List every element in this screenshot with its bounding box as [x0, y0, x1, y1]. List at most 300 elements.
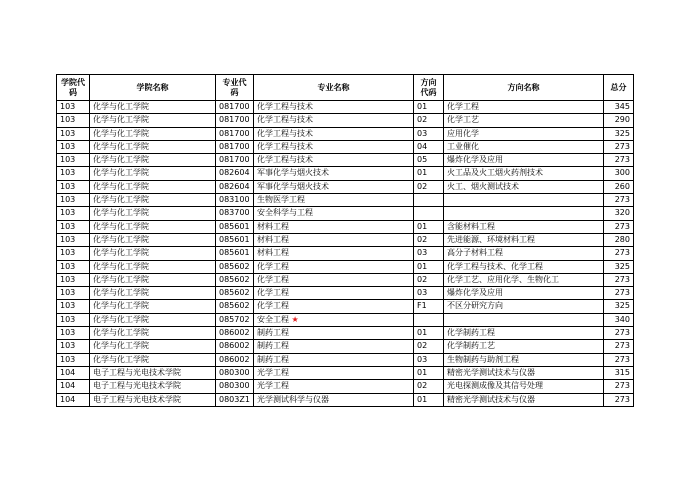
- cell-direction-code: [414, 180, 444, 193]
- cell-total-score: [604, 220, 634, 233]
- table-row: [57, 140, 634, 153]
- cell-college-code: [57, 340, 90, 353]
- cell-college-code: [57, 140, 90, 153]
- cell-major-code: [216, 167, 254, 180]
- cell-college-name: [90, 220, 216, 233]
- cell-major-code-text: 081700: [219, 102, 250, 111]
- cell-direction-code: [414, 340, 444, 353]
- cell-direction-code: [414, 154, 444, 167]
- cell-major-code: [216, 154, 254, 167]
- cell-college-name-text: 化学与化工学院: [93, 141, 149, 151]
- cell-college-code: [57, 233, 90, 246]
- cell-total-score: [604, 207, 634, 220]
- cell-college-name: [90, 127, 216, 140]
- cell-college-name-text: 化学与化工学院: [93, 195, 149, 205]
- cell-major-name: [254, 220, 414, 233]
- cell-college-code: [57, 114, 90, 127]
- cell-major-name: [254, 140, 414, 153]
- cell-major-code-text: 081700: [219, 141, 250, 151]
- cell-major-name-text: 安全工程: [257, 314, 289, 324]
- cell-direction-code: [414, 353, 444, 366]
- table-row: [57, 154, 634, 167]
- cell-direction-name: [444, 180, 604, 193]
- cell-major-code-text: 086002: [219, 328, 250, 338]
- cell-college-code-text: 103: [60, 261, 76, 271]
- cell-major-code: [216, 287, 254, 300]
- cell-major-code: [216, 194, 254, 207]
- cell-major-code-text: 085702: [219, 314, 250, 324]
- cell-college-code-text: 103: [60, 168, 76, 178]
- header-direction-code: 方向代码: [414, 75, 444, 101]
- cell-total-score: [604, 273, 634, 286]
- cell-college-name-text: 化学与化工学院: [93, 128, 149, 138]
- cell-college-code-text: 103: [60, 155, 76, 165]
- cell-college-code-text: 103: [60, 221, 76, 231]
- cell-major-code: [216, 380, 254, 393]
- cell-direction-name: [444, 127, 604, 140]
- cell-direction-name-text: 高分子材料工程: [447, 248, 503, 258]
- cell-direction-code: [414, 127, 444, 140]
- cell-major-name-text: 制药工程: [257, 328, 289, 338]
- cell-direction-name: [444, 287, 604, 300]
- cell-college-name-text: 化学与化工学院: [93, 248, 149, 258]
- cell-major-code: [216, 393, 254, 406]
- cell-college-name: [90, 101, 216, 114]
- cell-college-code: [57, 366, 90, 379]
- table-row: [57, 273, 634, 286]
- cell-major-code: [216, 247, 254, 260]
- cell-total-score: [604, 127, 634, 140]
- cell-direction-code: [414, 220, 444, 233]
- cell-direction-name-text: 精密光学测试技术与仪器: [447, 367, 535, 377]
- cell-direction-code-text: 03: [417, 248, 428, 258]
- cell-major-code: [216, 233, 254, 246]
- table-row: [57, 327, 634, 340]
- cell-major-code: [216, 300, 254, 313]
- cell-direction-code-text: 01: [417, 367, 428, 377]
- cell-college-name: [90, 207, 216, 220]
- cell-major-name: [254, 287, 414, 300]
- cell-college-name-text: 化学与化工学院: [93, 314, 149, 324]
- header-major-code: 专业代码: [216, 75, 254, 101]
- cell-major-name-text: 光学工程: [257, 381, 289, 391]
- cell-college-code-text: 103: [60, 234, 76, 244]
- cell-total-score: [604, 180, 634, 193]
- cell-total-score-text: 273: [614, 381, 630, 391]
- cell-major-name-text: 光学工程: [257, 367, 289, 377]
- cell-major-name: [254, 380, 414, 393]
- cell-college-name-text: 化学与化工学院: [93, 155, 149, 165]
- cell-direction-code-text: 02: [417, 115, 428, 125]
- cell-direction-code: [414, 287, 444, 300]
- cell-major-name-text: 材料工程: [257, 234, 289, 244]
- cell-direction-code: [414, 273, 444, 286]
- cell-college-name: [90, 287, 216, 300]
- cell-direction-code: [414, 260, 444, 273]
- cell-major-name: [254, 114, 414, 127]
- cell-total-score-text: 325: [614, 128, 630, 138]
- cell-total-score: [604, 313, 634, 326]
- table-row: [57, 313, 634, 326]
- cell-direction-name: [444, 340, 604, 353]
- table-row: [57, 353, 634, 366]
- cell-direction-name: [444, 393, 604, 406]
- cell-total-score-text: 273: [614, 274, 630, 284]
- cell-college-name: [90, 313, 216, 326]
- cell-college-code-text: 103: [60, 128, 76, 138]
- cell-total-score-text: 325: [614, 261, 630, 271]
- cell-college-code-text: 104: [60, 381, 76, 391]
- cell-total-score-text: 273: [614, 141, 630, 151]
- cell-direction-name: [444, 313, 604, 326]
- cell-major-name-text: 化学工程: [257, 274, 289, 284]
- cell-major-code-text: 086002: [219, 354, 250, 364]
- cell-direction-name: [444, 154, 604, 167]
- cell-college-code-text: 103: [60, 341, 76, 351]
- cell-direction-code-text: 02: [417, 381, 428, 391]
- cell-college-code: [57, 260, 90, 273]
- table-row: [57, 366, 634, 379]
- cell-major-name-text: 化学工程: [257, 301, 289, 311]
- cell-major-code-text: 086002: [219, 341, 250, 351]
- cell-total-score-text: 260: [614, 181, 630, 191]
- cell-direction-name: [444, 140, 604, 153]
- cell-college-code-text: 103: [60, 208, 76, 218]
- cell-direction-code-text: 01: [417, 328, 428, 338]
- cell-direction-name-text: 化学制药工程: [447, 328, 495, 338]
- cell-major-code: [216, 140, 254, 153]
- cell-direction-name-text: 工业催化: [447, 141, 479, 151]
- cell-direction-code: [414, 167, 444, 180]
- cell-college-name: [90, 366, 216, 379]
- cell-major-code-text: 085602: [219, 274, 250, 284]
- cell-total-score: [604, 101, 634, 114]
- cell-total-score: [604, 167, 634, 180]
- cell-major-name-text: 化学工程与技术: [257, 102, 313, 111]
- cell-direction-code: [414, 247, 444, 260]
- cell-major-code: [216, 260, 254, 273]
- cell-college-name-text: 化学与化工学院: [93, 301, 149, 311]
- cell-major-code-text: 081700: [219, 128, 250, 138]
- cell-major-name: [254, 260, 414, 273]
- cell-major-name: [254, 207, 414, 220]
- table-row: [57, 393, 634, 406]
- star-icon: ★: [291, 314, 299, 324]
- table-header-row: [57, 75, 634, 101]
- cell-direction-code-text: 01: [417, 168, 428, 178]
- cell-major-code: [216, 353, 254, 366]
- cell-major-name: [254, 366, 414, 379]
- cell-direction-code-text: 03: [417, 128, 428, 138]
- cell-major-code: [216, 273, 254, 286]
- cell-college-name-text: 化学与化工学院: [93, 288, 149, 298]
- cell-total-score-text: 325: [614, 301, 630, 311]
- cell-college-code-text: 103: [60, 314, 76, 324]
- cell-major-name-text: 生物医学工程: [257, 195, 305, 205]
- table-row: [57, 194, 634, 207]
- cell-direction-code-text: 03: [417, 354, 428, 364]
- cell-direction-name-text: 含能材料工程: [447, 221, 495, 231]
- cell-direction-name: [444, 194, 604, 207]
- cell-major-code-text: 085602: [219, 288, 250, 298]
- cell-direction-code-text: 02: [417, 234, 428, 244]
- cell-direction-code: [414, 194, 444, 207]
- cell-college-name-text: 化学与化工学院: [93, 234, 149, 244]
- cell-direction-name-text: 生物制药与助剂工程: [447, 354, 519, 364]
- cell-college-code: [57, 207, 90, 220]
- cell-college-code: [57, 127, 90, 140]
- cell-college-code: [57, 273, 90, 286]
- cell-direction-name: [444, 220, 604, 233]
- cell-direction-code: [414, 207, 444, 220]
- cell-total-score: [604, 340, 634, 353]
- table-row: [57, 220, 634, 233]
- header-major-name: 专业名称: [254, 75, 414, 101]
- cell-college-code: [57, 194, 90, 207]
- cell-direction-name-text: 化学制药工艺: [447, 341, 495, 351]
- cell-college-name-text: 化学与化工学院: [93, 181, 149, 191]
- cell-college-code: [57, 247, 90, 260]
- cell-college-name: [90, 300, 216, 313]
- table-row: [57, 300, 634, 313]
- cell-major-code: [216, 207, 254, 220]
- cell-direction-code: [414, 393, 444, 406]
- cell-total-score: [604, 154, 634, 167]
- table-row: [57, 101, 634, 114]
- cell-total-score-text: 273: [614, 341, 630, 351]
- cell-major-name-text: 化学工程与技术: [257, 155, 313, 165]
- cell-total-score-text: 340: [614, 314, 630, 324]
- cell-major-code-text: 085601: [219, 248, 250, 258]
- cell-direction-code: [414, 114, 444, 127]
- cell-direction-code: [414, 233, 444, 246]
- cell-college-name-text: 化学与化工学院: [93, 115, 149, 125]
- cell-major-name: [254, 327, 414, 340]
- cell-college-code: [57, 353, 90, 366]
- cell-college-name-text: 化学与化工学院: [93, 221, 149, 231]
- cell-major-name: [254, 101, 414, 114]
- cell-direction-code-text: 05: [417, 155, 428, 165]
- cell-major-code-text: 080300: [219, 367, 250, 377]
- cell-major-code-text: 085602: [219, 261, 250, 271]
- cell-college-name: [90, 327, 216, 340]
- cell-major-code: [216, 220, 254, 233]
- cell-college-code-text: 103: [60, 181, 76, 191]
- cell-direction-code: [414, 380, 444, 393]
- cell-major-code-text: 082604: [219, 168, 250, 178]
- cell-direction-name: [444, 327, 604, 340]
- cell-college-code: [57, 220, 90, 233]
- cell-college-name: [90, 114, 216, 127]
- score-table-sheet: [56, 74, 633, 407]
- cell-major-code-text: 080300: [219, 381, 250, 391]
- cell-college-code: [57, 393, 90, 406]
- cell-college-code-text: 103: [60, 102, 76, 111]
- cell-major-name: [254, 180, 414, 193]
- cell-college-code: [57, 101, 90, 114]
- table-row: [57, 167, 634, 180]
- cell-college-name: [90, 194, 216, 207]
- cell-college-code-text: 103: [60, 115, 76, 125]
- cell-total-score: [604, 353, 634, 366]
- cell-total-score: [604, 300, 634, 313]
- cell-direction-name-text: 化学工艺: [447, 115, 479, 125]
- cell-college-name: [90, 260, 216, 273]
- cell-college-name-text: 化学与化工学院: [93, 328, 149, 338]
- cell-direction-name: [444, 114, 604, 127]
- table-row: [57, 260, 634, 273]
- cell-direction-name: [444, 207, 604, 220]
- cell-direction-code-text: 01: [417, 261, 428, 271]
- cell-total-score-text: 273: [614, 248, 630, 258]
- cell-major-name: [254, 393, 414, 406]
- cell-direction-code: [414, 366, 444, 379]
- cell-major-name-text: 材料工程: [257, 248, 289, 258]
- cell-major-code-text: 085601: [219, 221, 250, 231]
- cell-college-name-text: 电子工程与光电技术学院: [93, 394, 181, 404]
- cell-college-name-text: 化学与化工学院: [93, 354, 149, 364]
- cell-college-code: [57, 300, 90, 313]
- cell-total-score-text: 273: [614, 155, 630, 165]
- cell-college-code: [57, 167, 90, 180]
- cell-college-code: [57, 180, 90, 193]
- cell-major-name-text: 材料工程: [257, 221, 289, 231]
- cell-major-name: [254, 273, 414, 286]
- table-row: [57, 233, 634, 246]
- cell-major-code-text: 081700: [219, 155, 250, 165]
- cell-total-score-text: 273: [614, 195, 630, 205]
- cell-major-code-text: 082604: [219, 181, 250, 191]
- header-total-score: 总分: [604, 75, 634, 101]
- cell-college-name-text: 化学与化工学院: [93, 341, 149, 351]
- cell-direction-name: [444, 101, 604, 114]
- cell-college-code-text: 103: [60, 354, 76, 364]
- cell-major-name-text: 军事化学与烟火技术: [257, 181, 329, 191]
- cell-major-name: [254, 194, 414, 207]
- cell-college-name: [90, 340, 216, 353]
- cell-major-code: [216, 101, 254, 114]
- cell-college-name-text: 电子工程与光电技术学院: [93, 381, 181, 391]
- cell-college-name-text: 化学与化工学院: [93, 274, 149, 284]
- table-body: [57, 101, 634, 407]
- cell-direction-name: [444, 247, 604, 260]
- cell-direction-name: [444, 233, 604, 246]
- header-college-name: 学院名称: [90, 75, 216, 101]
- cell-college-code: [57, 327, 90, 340]
- cell-college-code-text: 103: [60, 248, 76, 258]
- cell-college-name-text: 化学与化工学院: [93, 102, 149, 111]
- cell-direction-code: [414, 140, 444, 153]
- cell-major-name: [254, 300, 414, 313]
- cell-college-name: [90, 353, 216, 366]
- cell-college-code-text: 104: [60, 367, 76, 377]
- cell-direction-name-text: 不区分研究方向: [447, 301, 503, 311]
- cell-college-name: [90, 180, 216, 193]
- cell-major-name-text: 光学测试科学与仪器: [257, 394, 329, 404]
- cell-direction-code-text: 02: [417, 274, 428, 284]
- cell-college-code: [57, 313, 90, 326]
- cell-college-name: [90, 154, 216, 167]
- cell-college-code-text: 103: [60, 301, 76, 311]
- cell-college-name: [90, 273, 216, 286]
- cell-total-score: [604, 327, 634, 340]
- cell-major-code: [216, 340, 254, 353]
- table-row: [57, 287, 634, 300]
- cell-college-code-text: 103: [60, 328, 76, 338]
- cell-college-name-text: 电子工程与光电技术学院: [93, 367, 181, 377]
- cell-major-code-text: 0803Z1: [219, 394, 250, 404]
- cell-direction-name-text: 火工品及火工烟火药剂技术: [447, 168, 543, 178]
- table-row: [57, 340, 634, 353]
- cell-direction-name-text: 爆炸化学及应用: [447, 155, 503, 165]
- cell-direction-code-text: 02: [417, 181, 428, 191]
- cell-college-name-text: 化学与化工学院: [93, 208, 149, 218]
- cell-direction-name: [444, 300, 604, 313]
- cell-college-name-text: 化学与化工学院: [93, 261, 149, 271]
- cell-major-name-text: 制药工程: [257, 341, 289, 351]
- cell-total-score: [604, 247, 634, 260]
- cell-total-score: [604, 233, 634, 246]
- cell-college-code: [57, 380, 90, 393]
- cell-major-code: [216, 127, 254, 140]
- cell-total-score-text: 300: [614, 168, 630, 178]
- cell-direction-code-text: 01: [417, 394, 428, 404]
- cell-major-code-text: 085602: [219, 301, 250, 311]
- cell-major-code-text: 085601: [219, 234, 250, 244]
- cell-major-name-text: 制药工程: [257, 354, 289, 364]
- cell-total-score: [604, 114, 634, 127]
- cell-direction-code: [414, 313, 444, 326]
- cell-college-code-text: 104: [60, 394, 76, 404]
- cell-major-name-text: 安全科学与工程: [257, 208, 313, 218]
- cell-major-name: [254, 154, 414, 167]
- cell-major-code: [216, 114, 254, 127]
- cell-major-name: [254, 167, 414, 180]
- cell-total-score-text: 273: [614, 221, 630, 231]
- cell-major-name-text: 化学工程与技术: [257, 128, 313, 138]
- cell-college-code-text: 103: [60, 195, 76, 205]
- cell-major-code: [216, 180, 254, 193]
- cell-total-score: [604, 393, 634, 406]
- cell-major-name-text: 化学工程: [257, 261, 289, 271]
- cell-total-score-text: 315: [614, 367, 630, 377]
- cell-major-name-text: 化学工程与技术: [257, 115, 313, 125]
- cell-direction-name-text: 精密光学测试技术与仪器: [447, 394, 535, 404]
- cell-direction-code-text: 04: [417, 141, 428, 151]
- cell-direction-code-text: 02: [417, 341, 428, 351]
- cell-college-name: [90, 380, 216, 393]
- cell-total-score-text: 273: [614, 288, 630, 298]
- cell-college-code-text: 103: [60, 274, 76, 284]
- table-row: [57, 380, 634, 393]
- cell-major-name: [254, 127, 414, 140]
- cell-major-name: [254, 233, 414, 246]
- cell-total-score-text: 273: [614, 328, 630, 338]
- cell-major-name-text: 化学工程与技术: [257, 141, 313, 151]
- cell-total-score: [604, 260, 634, 273]
- cell-college-name: [90, 233, 216, 246]
- cell-direction-name: [444, 273, 604, 286]
- cell-major-name: [254, 313, 414, 326]
- cell-direction-code: [414, 300, 444, 313]
- cell-direction-name-text: 先进能源、环境材料工程: [447, 234, 535, 244]
- table-row: [57, 247, 634, 260]
- cell-major-name: [254, 340, 414, 353]
- cell-college-code-text: 103: [60, 141, 76, 151]
- cell-major-code: [216, 313, 254, 326]
- cell-total-score: [604, 380, 634, 393]
- cell-college-name-text: 化学与化工学院: [93, 168, 149, 178]
